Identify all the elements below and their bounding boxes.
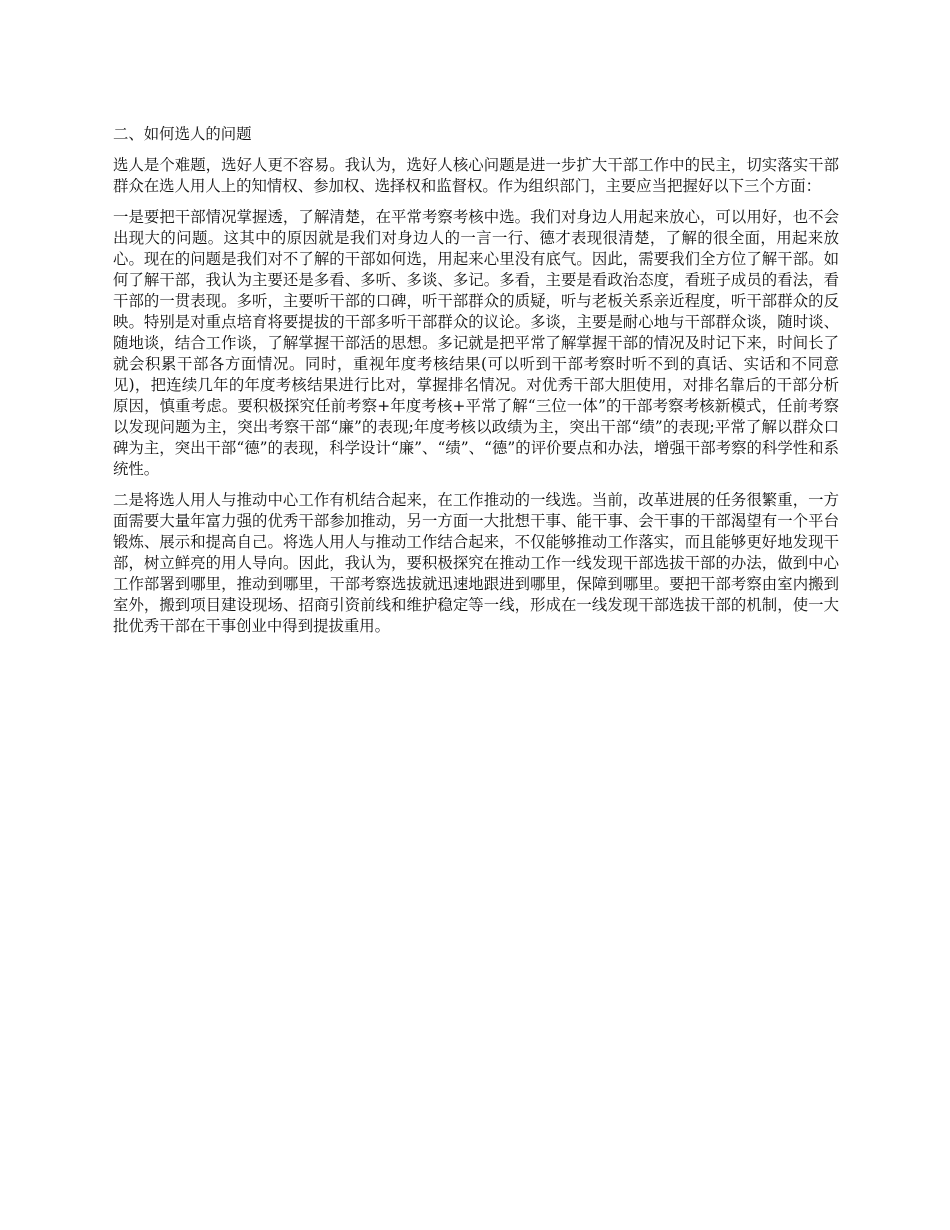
document-body xyxy=(113,118,839,647)
point-two-paragraph: 二是将选人用人与推动中心工作有机结合起来，在工作推动的一线选。当前，改革进展的任务很繁重，一方面需要大量年富力强的优秀干部参加推动，另一方面一大批想干事、能干事、会干事的干部渴望有一个平台锻炼、展示和提高自己。将选人用人与推动工作结合起来，不仅能够推动工作落实，而且能够更好地发现干部，树立鲜亮的用人导向。因此，我认为，要积极探究在推动工作一线发现干部选拔干部的办法，做到中心工作部署到哪里，推动到哪里，干部考察选拔就迅速地跟进到哪里，保障到哪里。要把干部考察由室内搬到室外，搬到项目建设现场、招商引资前线和维护稳定等一线，形成在一线发现干部选拔干部的机制，使一大批优秀干部在干事创业中得到提拔重用。 xyxy=(113,491,839,635)
section-heading: 二、如何选人的问题 xyxy=(113,125,252,143)
point-one-paragraph: 一是要把干部情况掌握透，了解清楚，在平常考察考核中选。我们对身边人用起来放心，可以用好，也不会出现大的问题。这其中的原因就是我们对身边人的一言一行、德才表现很清楚，了解的很全面，用起来放心。现在的问题是我们对不了解的干部如何选，用起来心里没有底气。因此，需要我们全方位了解干部。如何了解干部，我认为主要还是多看、多听、多谈、多记。多看，主要是看政治态度，看班子成员的看法，看干部的一贯表现。多听，主要听干部的口碑，听干部群众的质疑，听与老板关系亲近程度，听干部群众的反映。特别是对重点培育将要提拔的干部多听干部群众的议论。多谈，主要是耐心地与干部群众谈，随时谈、随地谈，结合工作谈，了解掌握干部活的思想。多记就是把平常了解掌握干部的情况及时记下来，时间长了就会积累干部各方面情况。同时，重视年度考核结果(可以听到干部考察时听不到的真话、实话和不同意见)，把连续几年的年度考核结果进行比对，掌握排名情况。对优秀干部大胆使用，对排名靠后的干部分析原因，慎重考虑。要积极探究任前考察+年度考核+平常了解“三位一体”的干部考察考核新模式，任前考察以发现问题为主，突出考察干部“廉”的表现;年度考核以政绩为主，突出干部“绩”的表现;平常了解以群众口碑为主，突出干部“德”的表现，科学设计“廉”、“绩”、“德”的评价要点和办法，增强干部考察的科学性和系统性。 xyxy=(113,208,839,478)
intro-paragraph: 选人是个难题，选好人更不容易。我认为，选好人核心问题是进一步扩大干部工作中的民主，切实落实干部群众在选人用人上的知情权、参加权、选择权和监督权。作为组织部门，主要应当把握好以下三个方面： xyxy=(113,156,839,195)
